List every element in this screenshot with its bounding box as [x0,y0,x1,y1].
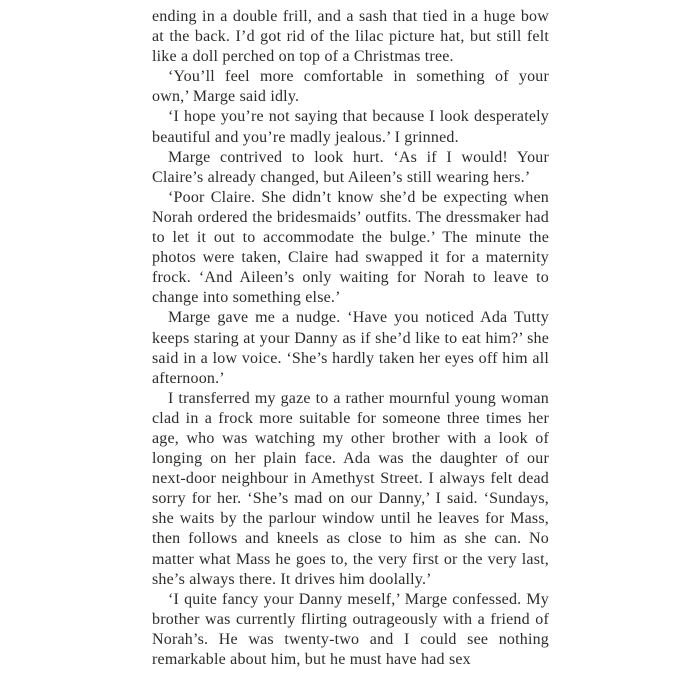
page-text [152,7,549,670]
paragraph: ‘I hope you’re not saying that because I look desperately beautiful and you’re madly jealous.’ I grinned. [152,108,549,146]
paragraph: ‘I quite fancy your Danny meself,’ Marge confessed. My brother was currently flirting outrageously with a friend of Norah’s. He was twenty-two and I could see nothing remarkable about him, but he must have had sex [152,590,549,668]
paragraph: ‘You’ll feel more comfortable in something of your own,’ Marge said idly. [152,68,549,106]
paragraph: ‘Poor Claire. She didn’t know she’d be expecting when Norah ordered the bridesmaids’ outfits. The dressmaker had to let it out to accommodate the bulge.’ The minute the photos were taken, Claire had swapped it for a maternity frock. ‘And Aileen’s only waiting for Norah to leave to change into something else.’ [152,188,549,307]
paragraph: Marge contrived to look hurt. ‘As if I would! Your Claire’s already changed, but Aileen’s still wearing hers.’ [152,148,549,186]
paragraph: I transferred my gaze to a rather mournful young woman clad in a frock more suitable for someone three times her age, who was watching my other brother with a look of longing on her plain face. Ada was the daughter of our next-door neighbour in Amethyst Street. I always felt dead sorry for her. ‘She’s mad on our Danny,’ I said. ‘Sundays, she waits by the parlour window until he leaves for Mass, then follows and kneels as close to him as she can. No matter what Mass he goes to, the very first or the very last, she’s always there. It drives him doolally.’ [152,389,549,588]
paragraph: ending in a double frill, and a sash that tied in a huge bow at the back. I’d got rid of the lilac picture hat, but still felt like a doll perched on top of a Christmas tree. [152,8,549,66]
paragraph: Marge gave me a nudge. ‘Have you noticed Ada Tutty keeps staring at your Danny as if she’d like to eat him?’ she said in a low voice. ‘She’s hardly taken her eyes off him all afternoon.’ [152,309,549,387]
